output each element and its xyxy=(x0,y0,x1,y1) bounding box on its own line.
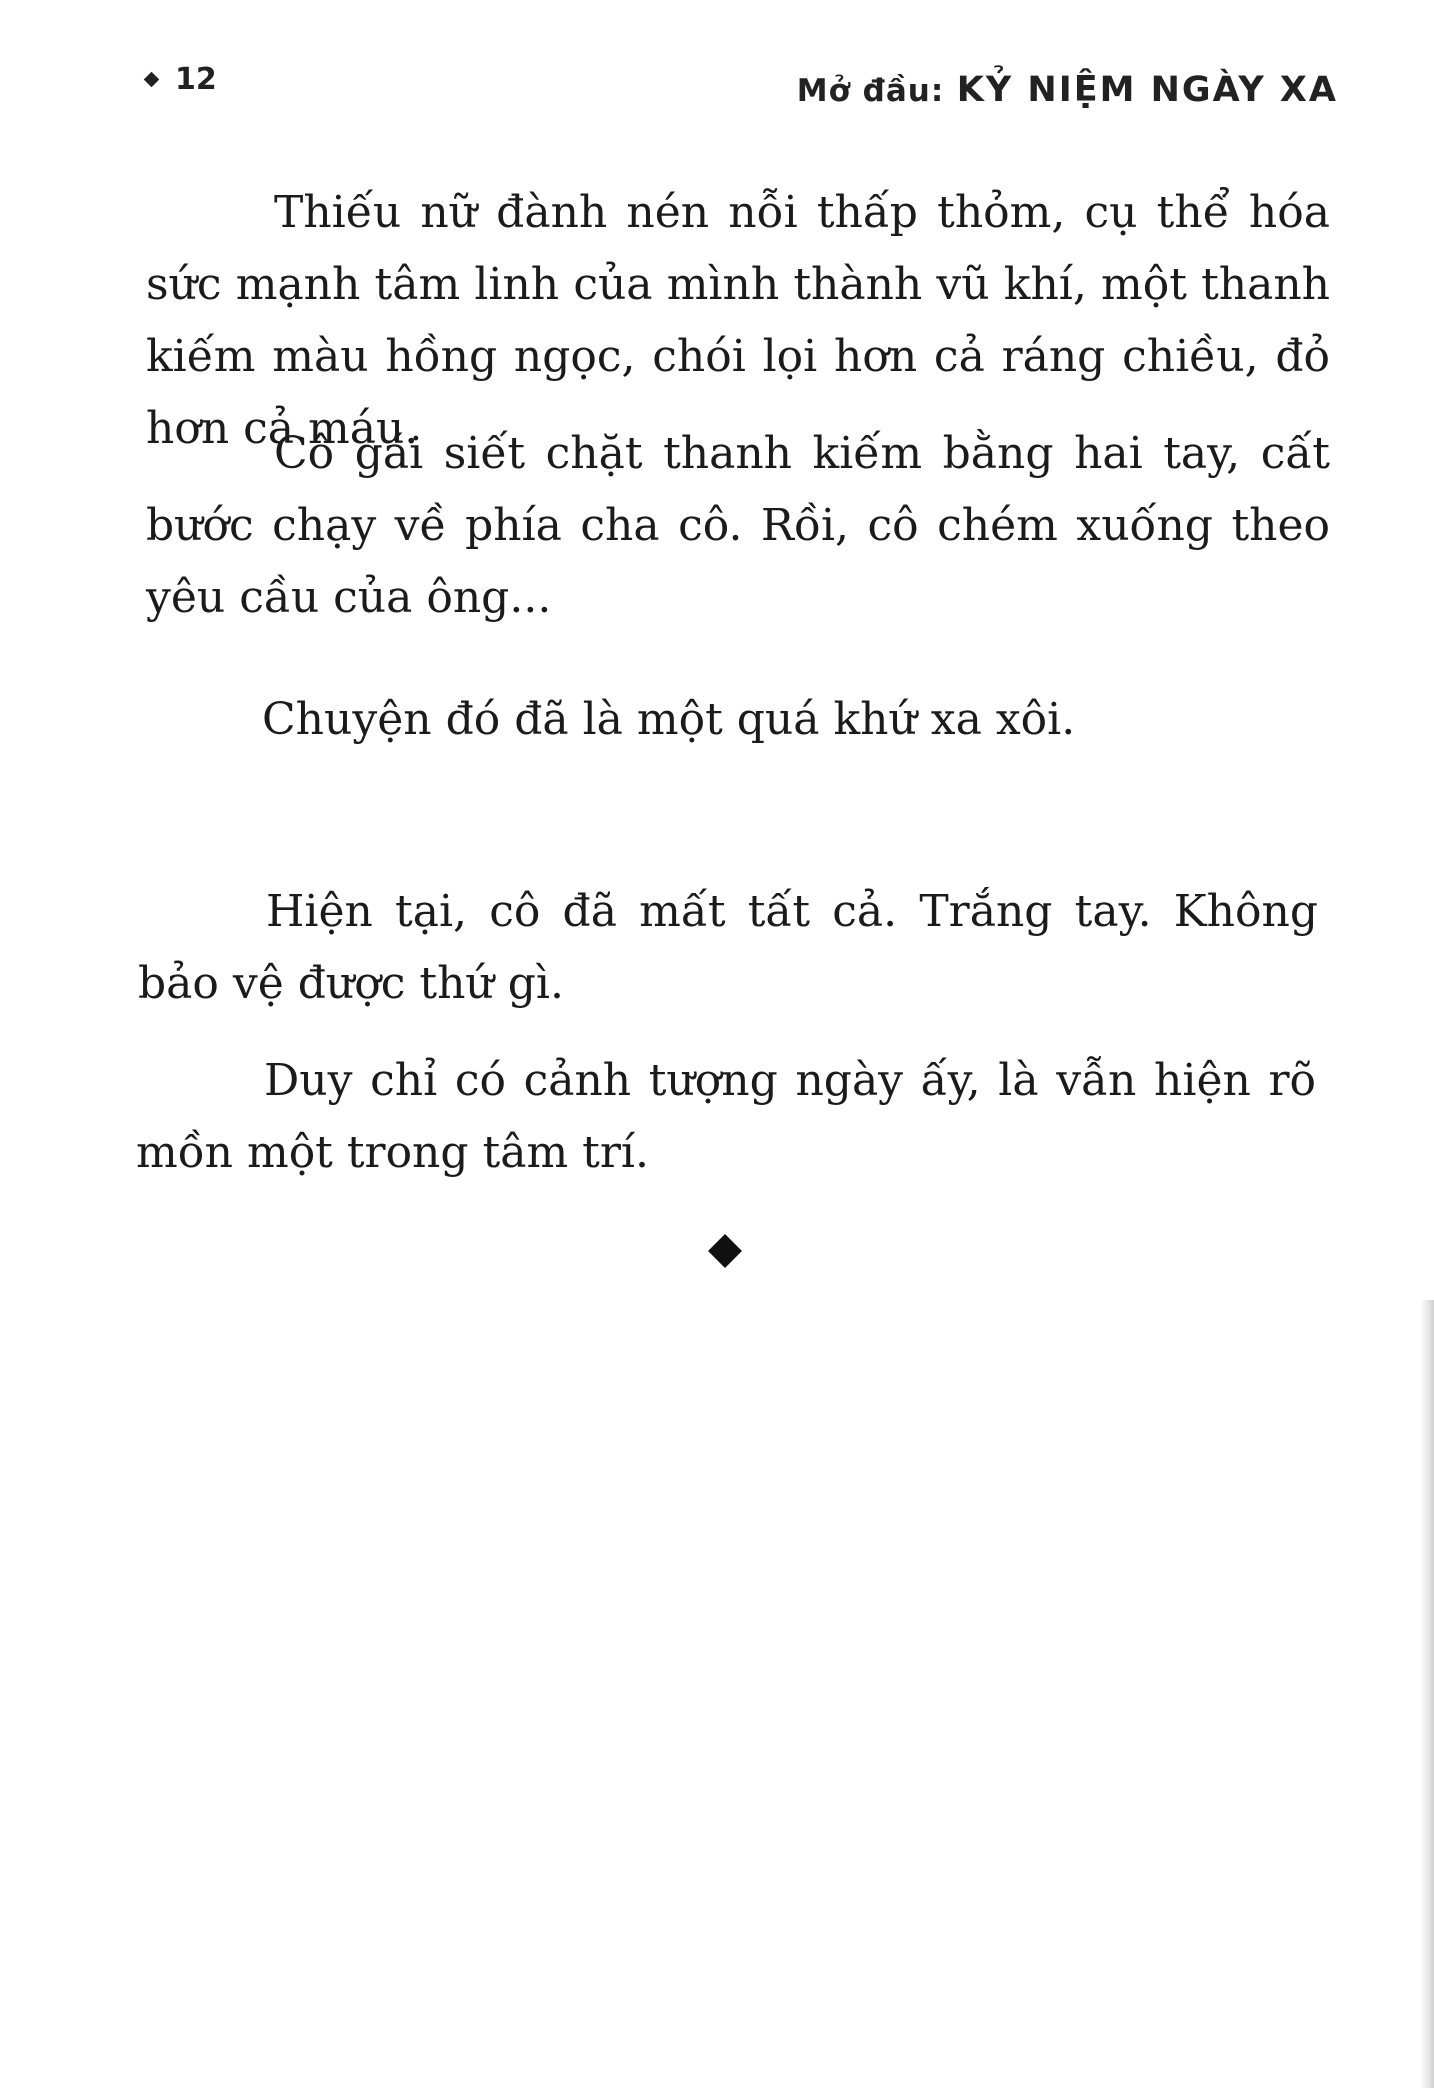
paragraph-5: Duy chỉ có cảnh tượng ngày ấy, là vẫn hiện rõ mồn một trong tâm trí. xyxy=(136,1055,1316,1178)
paragraph-1: Thiếu nữ đành nén nỗi thấp thỏm, cụ thể hóa sức mạnh tâm linh của mình thành vũ khí, một thanh kiếm màu hồng ngọc, chói lọi hơn cả ráng chiều, đỏ hơn cả máu. xyxy=(146,187,1330,454)
page-number xyxy=(146,62,217,97)
paragraph-3: Chuyện đó đã là một quá khứ xa xôi. xyxy=(262,694,1076,745)
diamond-bullet-icon xyxy=(144,72,160,88)
running-title xyxy=(797,70,1338,110)
running-title-prefix: Mở đầu: xyxy=(796,73,945,109)
page-number-text: 12 xyxy=(175,62,217,97)
paragraph-2: Cô gái siết chặt thanh kiếm bằng hai tay, cất bước chạy về phía cha cô. Rồi, cô chém xuống theo yêu cầu của ông... xyxy=(146,428,1330,623)
paragraph-4: Hiện tại, cô đã mất tất cả. Trắng tay. Không bảo vệ được thứ gì. xyxy=(138,886,1318,1009)
diamond-ornament-icon xyxy=(708,1234,742,1268)
scan-edge-shadow xyxy=(1420,1300,1434,2088)
running-header xyxy=(146,62,1338,112)
running-title-chapter: KỶ NIỆM NGÀY XA xyxy=(956,70,1338,110)
